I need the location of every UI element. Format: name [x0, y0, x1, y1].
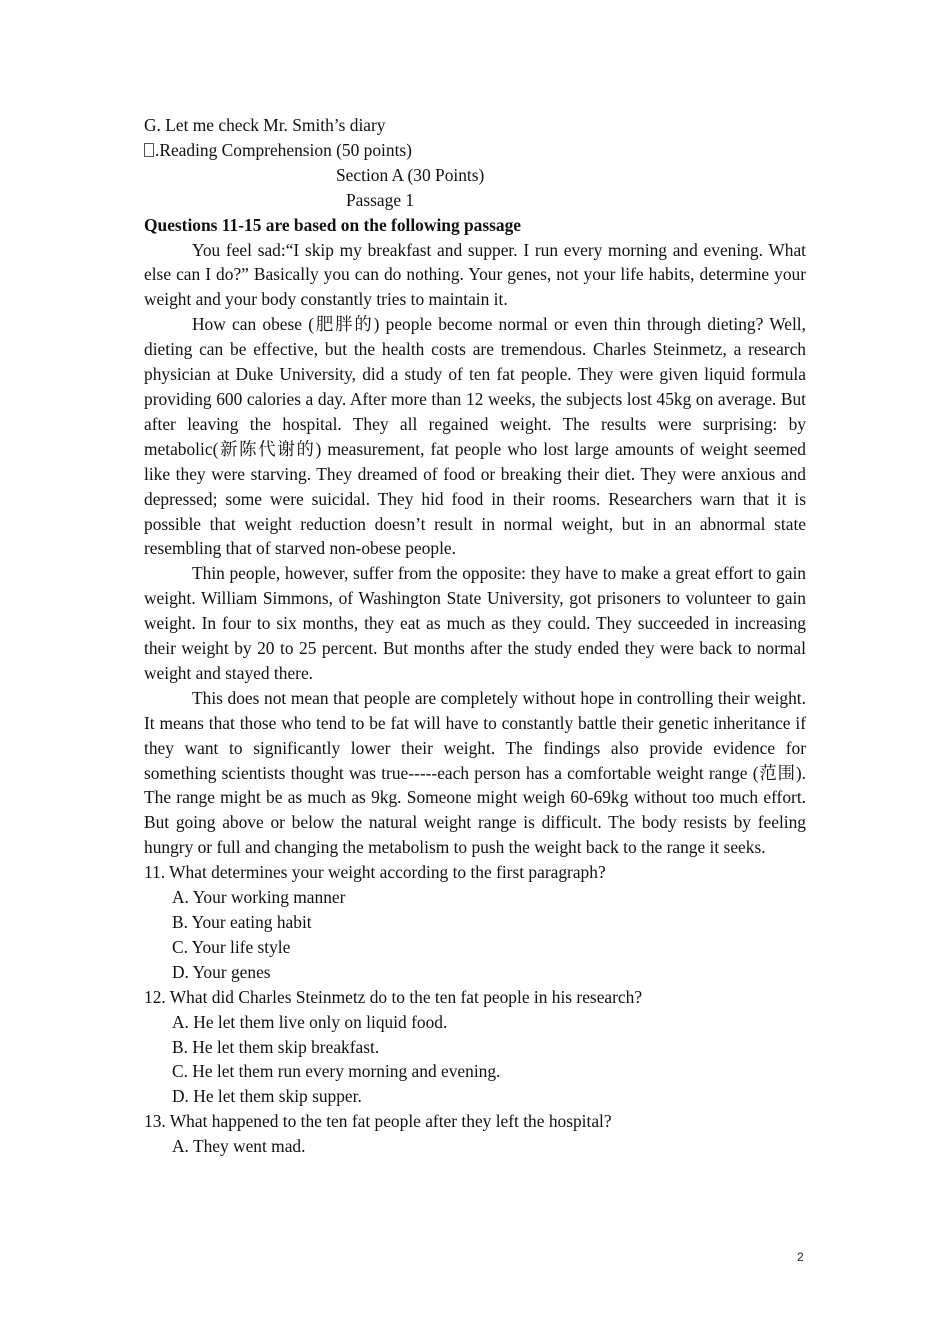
questions-instruction: Questions 11-15 are based on the following passage — [144, 214, 521, 235]
option-b: B. He let them skip breakfast. — [172, 1036, 380, 1057]
option-g-line: G. Let me check Mr. Smith’s diary — [144, 115, 386, 135]
passage-paragraph-4: This does not mean that people are completely without hope in controlling their weight. It means that those who tend to be fat will have to constantly battle their genetic inheritance if they want to significantly lower their weight. The findings also provide evidence for something scientists thought was true-----each person has a comfortable weight range (范围). The range might be as much as 9kg. Someone might weigh 60-69kg without too much effort. But going above or below the natural weight range is difficult. The body resists by feeling hungry or full and changing the metabolism to push the weight back to the range it seeks. — [144, 687, 806, 858]
option-a: A. He let them live only on liquid food. — [172, 1011, 448, 1032]
option-a: A. Your working manner — [172, 887, 346, 908]
passage-paragraph-3: Thin people, however, suffer from the opposite: they have to make a great effort to gain weight. William Simmons, of Washington State University, got prisoners to volunteer to gain weight. In four to six months, they eat as much as they could. They succeeded in increasing their weight by 20 to 25 percent. But months after the study ended they were back to normal weight and stayed there. — [144, 563, 806, 683]
question-13 — [144, 1109, 806, 1159]
passage-paragraph-1: You feel sad:“I skip my breakfast and supper. I run every morning and evening. What else can I do?” Basically you can do nothing. Your genes, not your life habits, determine your weight and your body constantly tries to maintain it. — [144, 239, 806, 310]
question-stem: 13. What happened to the ten fat people after they left the hospital? — [144, 1111, 612, 1132]
page-content — [144, 113, 806, 1159]
missing-glyph-icon — [144, 143, 154, 157]
option-list — [144, 885, 806, 985]
question-11 — [144, 860, 806, 985]
page-number: 2 — [797, 1250, 804, 1264]
passage-paragraph-2: How can obese (肥胖的) people become normal or even thin through dieting? Well, dieting can be effective, but the health costs are tremendous. Charles Steinmetz, a research physician at Duke University, did a study of ten fat people. They were given liquid formula providing 600 calories a day. After more than 12 weeks, the subjects lost 45kg on average. But after leaving the hospital. They all regained weight. The results were surprising: by metabolic(新陈代谢的) measurement, fat people who lost large amounts of weight seemed like they were starving. They dreamed of food or breaking their diet. They were anxious and depressed; some were suicidal. They hid food in their rooms. Researchers warn that it is possible that weight reduction doesn’t result in normal weight, but in an abnormal state resembling that of starved non-obese people. — [144, 314, 806, 559]
part-title — [144, 138, 806, 163]
option-d: D. Your genes — [172, 961, 271, 982]
option-list — [144, 1010, 806, 1110]
question-stem: 12. What did Charles Steinmetz do to the ten fat people in his research? — [144, 986, 643, 1007]
option-b: B. Your eating habit — [172, 912, 312, 932]
option-c: C. Your life style — [172, 936, 291, 957]
question-12 — [144, 985, 806, 1110]
question-stem: 11. What determines your weight according to the first paragraph? — [144, 862, 606, 883]
option-d: D. He let them skip supper. — [172, 1086, 362, 1107]
section-heading: Section A (30 Points) — [336, 164, 485, 185]
part-title-text: .Reading Comprehension (50 points) — [155, 139, 412, 160]
passage-heading: Passage 1 — [346, 189, 415, 210]
option-c: C. He let them run every morning and evening. — [172, 1061, 501, 1082]
option-list — [144, 1134, 806, 1159]
option-a: A. They went mad. — [172, 1136, 306, 1157]
